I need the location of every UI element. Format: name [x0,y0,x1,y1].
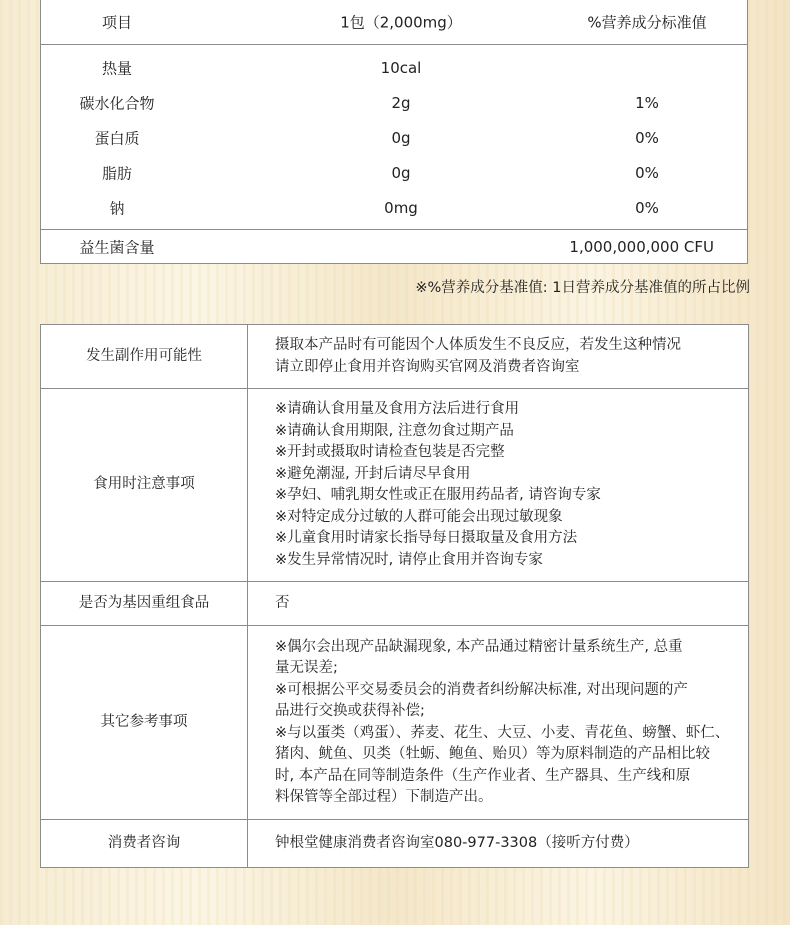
header-per-pack: 1包（2,000mg） [340,13,462,32]
info-line: 量无误差; [275,660,338,676]
product-info-table [40,324,749,868]
info-line: ※孕妇、哺乳期女性或正在服用药品者, 请咨询专家 [275,487,601,503]
info-line: ※对特定成分过敏的人群可能会出现过敏现象 [275,508,563,525]
info-label: 是否为基因重组食品 [41,582,248,626]
info-line: 请立即停止食用并咨询购买官网及消费者咨询室 [275,358,580,375]
nutrient-amount: 0g [391,128,411,147]
info-line: ※偶尔会出现产品缺漏现象, 本产品通过精密计量系统生产, 总重 [275,638,683,655]
nutrient-dv: 1% [635,93,659,112]
info-line: 时, 本产品在同等制造条件（生产作业者、生产器具、生产线和原 [275,767,691,784]
nutrient-name: 蛋白质 [94,129,140,147]
info-row-precautions [41,389,749,582]
info-line: 品进行交换或获得补偿; [275,703,425,719]
header-daily-value: %营养成分标准值 [587,13,707,32]
info-line: ※避免潮湿, 开封后请尽早食用 [275,465,471,482]
info-label: 消费者咨询 [41,820,248,868]
info-content [248,626,749,820]
nutrient-amount: 10cal [380,58,422,77]
info-line: ※请确认食用期限, 注意勿食过期产品 [275,422,514,439]
nutrient-amount: 2g [391,93,411,112]
nutrient-row-calories [41,50,747,85]
info-content [248,389,749,582]
info-line: 猪肉、鱿鱼、贝类（牡蛎、鲍鱼、贻贝）等为原料制造的产品相比较 [275,746,710,762]
info-line: ※开封或摄取时请检查包装是否完整 [275,444,505,460]
info-line: 料保管等全部过程）下制造产出。 [275,789,493,805]
info-row-side-effects [41,325,749,389]
consumer-hotline: 钟根堂健康消费者咨询室080-977-3308（接听方付费） [248,820,749,868]
nutrient-name: 碳水化合物 [79,94,155,112]
nutrient-name: 脂肪 [101,164,133,182]
daily-value-footnote: ※%营养成分基准值: 1日营养成分基准值的所占比例 [415,280,750,296]
nutrient-row-fat [41,155,747,190]
nutrient-amount: 0g [391,163,411,182]
nutrition-table-header [41,0,747,45]
info-content: 否 [248,582,749,626]
probiotics-value: 1,000,000,000 CFU [569,238,714,256]
info-line: 摄取本产品时有可能因个人体质发生不良反应，若发生这种情况 [275,337,681,353]
nutrition-table-body [41,45,747,230]
info-line: ※与以蛋类（鸡蛋）、荞麦、花生、大豆、小麦、青花鱼、螃蟹、虾仁、 [275,724,730,741]
info-row-consult [41,820,749,868]
nutrient-row-carbohydrate [41,85,747,120]
nutrient-name: 钠 [109,199,125,217]
header-item: 项目 [101,13,133,32]
probiotics-label: 益生菌含量 [79,238,155,257]
info-label: 食用时注意事项 [41,389,248,582]
nutrient-dv: 0% [635,163,659,182]
nutrient-dv: 0% [635,128,659,147]
info-content [248,325,749,389]
info-line: ※可根据公平交易委员会的消费者纠纷解决标准, 对出现问题的产 [275,681,688,698]
info-line: ※儿童食用时请家长指导每日摄取量及食用方法 [275,530,578,546]
info-line: ※请确认食用量及食用方法后进行食用 [275,401,520,417]
info-label: 发生副作用可能性 [41,325,248,389]
info-row-gmo [41,582,749,626]
nutrition-facts-table [40,0,748,264]
nutrient-row-protein [41,120,747,155]
nutrient-amount: 0mg [384,198,418,217]
nutrient-row-sodium [41,190,747,225]
probiotics-row [41,230,747,264]
nutrient-dv: 0% [635,198,659,217]
info-line: ※发生异常情况时, 请停止食用并咨询专家 [275,551,543,568]
nutrient-name: 热量 [101,59,133,77]
info-row-other [41,626,749,820]
info-label: 其它参考事项 [41,626,248,820]
